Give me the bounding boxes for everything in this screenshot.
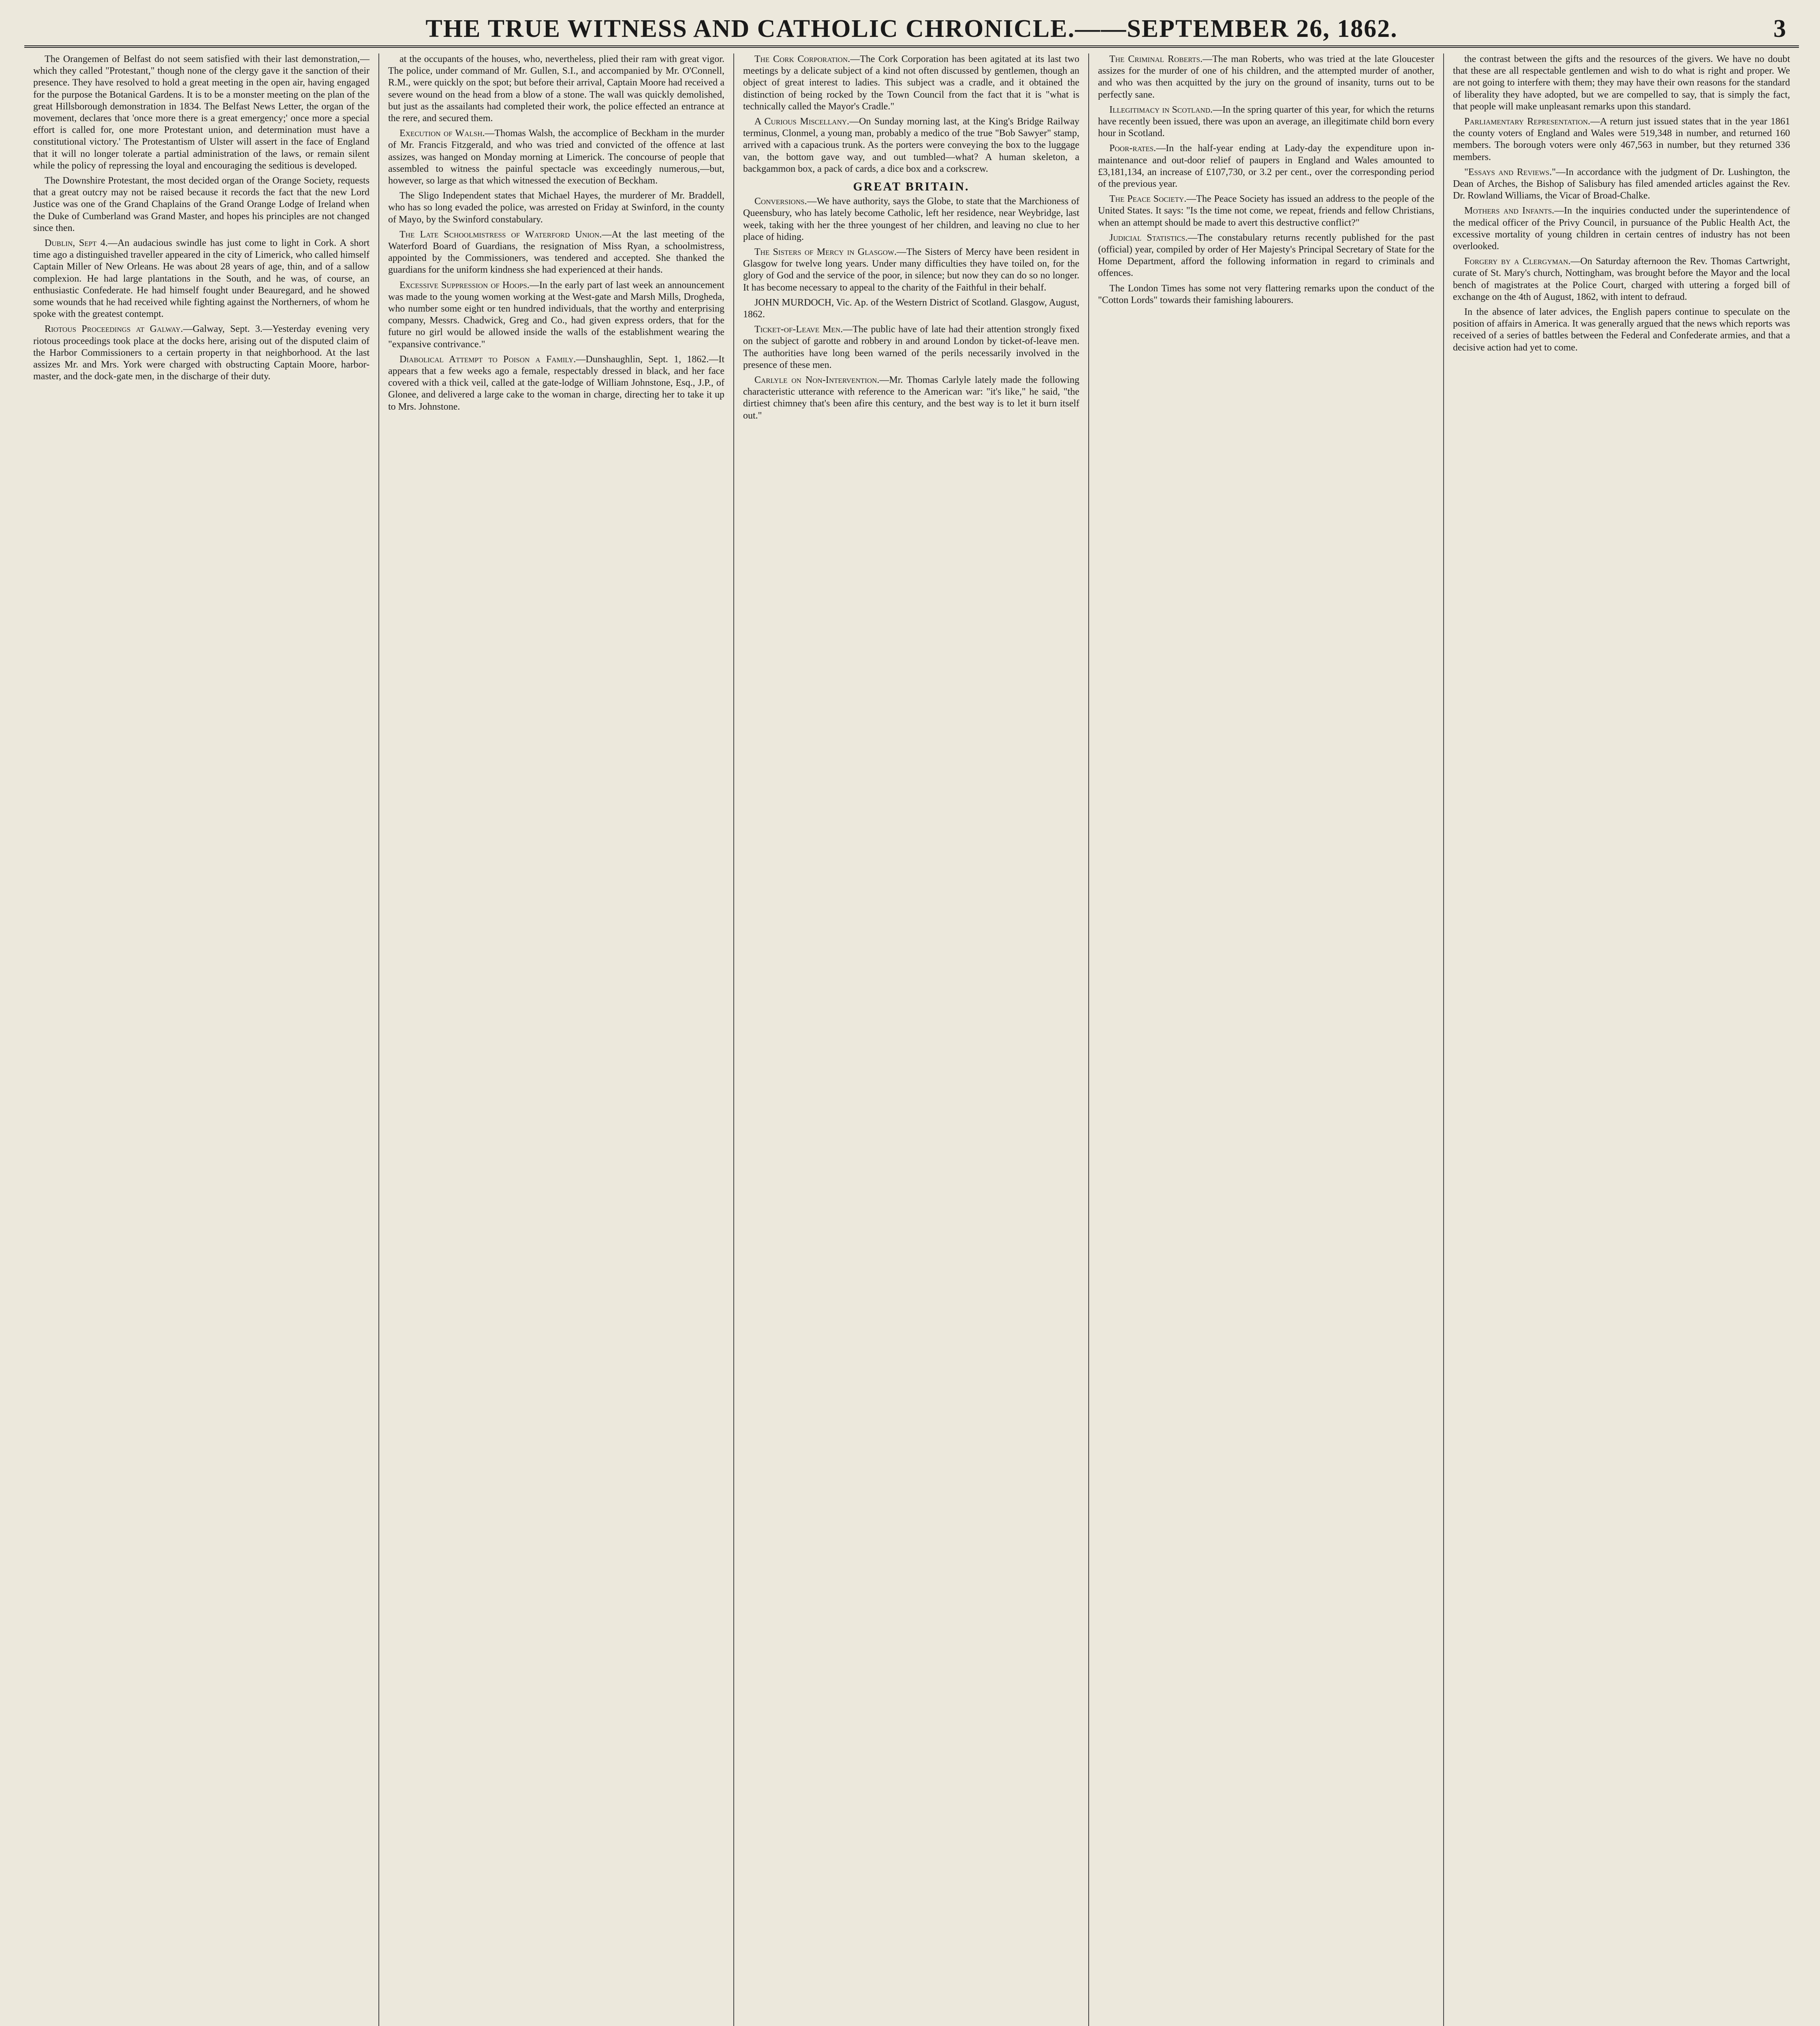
article-body: —The Peace Society has issued an address to the people of the United States. It says: "Is the time not come, we repeat, friends and fellow Christians, when an attempt should be made to avert this destructive conflict?"	[1098, 194, 1434, 228]
article	[1453, 53, 1790, 113]
article-paragraph	[33, 323, 370, 383]
article-paragraph	[1098, 104, 1434, 140]
article-paragraph	[1098, 193, 1434, 229]
article-paragraph	[388, 229, 724, 276]
article	[388, 128, 724, 187]
article-headline: The Sisters of Mercy in Glasgow.	[754, 247, 897, 258]
article-body: —The man Roberts, who was tried at the late Gloucester assizes for the murder of one of his children, and the attempted murder of another, and who was then acquitted by the jury on the ground of insanity, turns out to be perfectly sane.	[1098, 54, 1434, 100]
article-body: —Dunshaughlin, Sept. 1, 1862.—It appears that a few weeks ago a female, respectably dressed in black, and her face covered with a thick veil, called at the gate-lodge of William Johnstone, Esq., J.P., of Glonee, and delivered a large cake to the woman in charge, directing her to take it up to Mrs. Johnstone.	[388, 354, 724, 412]
article-paragraph	[388, 190, 724, 226]
article-paragraph	[1098, 143, 1434, 190]
article	[33, 53, 370, 172]
article-paragraph	[1453, 167, 1790, 202]
article	[1098, 143, 1434, 190]
article-body: —We have authority, says the Globe, to state that the Marchioness of Queensbury, who has lately become Catholic, left her residence, near Weybridge, last week, taking with her the three youngest of her children, and leaving no clue to her place of hiding.	[743, 196, 1079, 242]
article-paragraph	[1098, 283, 1434, 306]
article-headline: Excessive Suppression of Hoops.	[399, 280, 530, 291]
article	[743, 374, 1079, 422]
article-headline: Dublin, Sept 4.	[45, 238, 108, 249]
article-paragraph	[1453, 306, 1790, 354]
article-headline: The Cork Corporation.	[754, 54, 850, 64]
article-body: —Galway, Sept. 3.—Yesterday evening very riotous proceedings took place at the docks here, arising out of the disputed claim of the Harbor Commissioners to a certain property in that neighborhood. At the last assizes Mr. and Mrs. York were charged with obstructing Captain Moore, harbor-master, and the dock-gate men, in the discharge of their duty.	[33, 324, 370, 382]
article-body: —The public have of late had their attention strongly fixed on the subject of garotte and robbery in and around London by ticket-of-leave men. The authorities have long been warned of the perils necessarily involved in the presence of these men.	[743, 324, 1080, 370]
columns	[24, 53, 1799, 2026]
article	[1098, 53, 1434, 101]
article	[388, 354, 724, 413]
article	[33, 237, 370, 320]
article	[33, 323, 370, 383]
article-body: The London Times has some not very flattering remarks upon the conduct of the "Cotton Lords" towards their famishing labourers.	[1098, 283, 1434, 306]
article-headline: Diabolical Attempt to Poison a Family.	[399, 354, 576, 365]
article-headline: "Essays and Reviews."	[1464, 167, 1556, 177]
article-paragraph	[1453, 205, 1790, 252]
article-body: —In the early part of last week an announcement was made to the young women working at the West-gate and Marsh Mills, Drogheda, who number some eight or ten hundred individuals, that the worthy and enterprising company, Messrs. Chadwick, Greg and Co., had given express orders, that for the future no girl would be allowed inside the walls of the establishment wearing the "expansive contrivance."	[388, 280, 724, 350]
article	[1453, 205, 1790, 252]
article-body: JOHN MURDOCH, Vic. Ap. of the Western District of Scotland. Glasgow, August, 1862.	[743, 297, 1079, 320]
article-body: —On Saturday afternoon the Rev. Thomas Cartwright, curate of St. Mary's church, Nottingham, was brought before the Mayor and the local bench of magistrates at the Police Court, charged with uttering a forged bill of exchange on the 4th of August, 1862, with intent to defraud.	[1453, 256, 1790, 302]
article-paragraph	[743, 196, 1079, 243]
article-headline: Execution of Walsh.	[399, 128, 485, 139]
article-body: the contrast between the gifts and the resources of the givers. We have no doubt that these are all respectable gentlemen and wish to do what is right and proper. We are not going to interfere with them; they may have their own reasons for the standard of liberality they have adopted, but we are compelled to say, that is simply the fact, that people will make unpleasant remarks upon this standard.	[1453, 54, 1790, 112]
article	[743, 116, 1079, 175]
article	[388, 280, 724, 350]
article-paragraph	[743, 297, 1079, 321]
article-headline: The Late Schoolmistress of Waterford Union.	[399, 229, 602, 240]
article	[388, 190, 724, 226]
article	[1453, 167, 1790, 202]
article	[743, 53, 1079, 113]
article-body: —In accordance with the judgment of Dr. Lushington, the Dean of Arches, the Bishop of Salisbury has filed amended articles against the Rev. Dr. Rowland Williams, the Vicar of Broad-Chalke.	[1453, 167, 1790, 201]
column-2	[379, 53, 734, 2026]
column-1	[24, 53, 379, 2026]
article-headline: Forgery by a Clergyman.	[1464, 256, 1571, 267]
article-headline: Riotous Proceedings at Galway.	[45, 324, 183, 335]
article-body: —An audacious swindle has just come to light in Cork. A short time ago a distinguished traveller appeared in the city of Limerick, who called himself Captain Miller of New Orleans. He was about 28 years of age, thin, and of a sallow complexion. He had large plantations in the South, and he was, of course, an enthusiastic Confederate. He had himself fought under Beauregard, and he showed some wounds that he had received while fighting against the Northerners, of whom he spoke with the greatest contempt.	[33, 238, 370, 320]
article-body: —In the spring quarter of this year, for which the returns have recently been issued, there was upon an average, an illegitimate child born every hour in Scotland.	[1098, 104, 1435, 139]
article-paragraph	[388, 53, 724, 124]
section-head-great-britain: GREAT BRITAIN.	[853, 180, 970, 194]
article	[743, 297, 1079, 321]
article-headline: Ticket-of-Leave Men.	[754, 324, 843, 335]
masthead-rule	[24, 45, 1799, 48]
article-headline: Poor-rates.	[1109, 143, 1156, 154]
article-paragraph	[33, 237, 370, 320]
article-paragraph	[743, 116, 1079, 175]
article-body: —In the half-year ending at Lady-day the expenditure upon in-maintenance and out-door relief of paupers in England and Wales amounted to £3,181,134, an increase of £107,730, or 3.2 per cent., over the corresponding period of the previous year.	[1098, 143, 1434, 190]
article-headline: Illegitimacy in Scotland.	[1109, 104, 1213, 115]
article-paragraph	[743, 53, 1079, 113]
article-body: —On Sunday morning last, at the King's Bridge Railway terminus, Clonmel, a young man, probably a medico of the true "Bob Sawyer" stamp, arrived with a capacious trunk. As the porters were conveying the box to the luggage van, the bottom gave way, and out tumbled—what? A human skeleton, a backgammon box, a pack of cards, a dice box and a corkscrew.	[743, 116, 1079, 174]
article-body: —A return just issued states that in the year 1861 the county voters of England and Wales were 519,348 in number, and returned 160 members. The borough voters were only 467,563 in number, but they returned 336 members.	[1453, 116, 1790, 162]
article-paragraph	[1453, 256, 1790, 303]
article-paragraph	[743, 324, 1079, 371]
article-headline: The Criminal Roberts.	[1109, 54, 1203, 64]
article-paragraph	[1098, 53, 1434, 101]
article-headline: Mothers and Infants.	[1464, 205, 1555, 216]
article-paragraph	[743, 374, 1079, 422]
article-paragraph	[1453, 53, 1790, 113]
article-body: at the occupants of the houses, who, nevertheless, plied their ram with great vigor. The police, under command of Mr. Gullen, S.I., and accompanied by Mr. O'Connell, R.M., were quickly on the spot; but before their arrival, Captain Moore had received a severe wound on the head from a blow of a stone. The wall was quickly demolished, but just as the assailants had completed their work, the police effected an entrance at the rere, and secured them.	[388, 54, 724, 124]
article	[388, 53, 724, 124]
article	[1098, 193, 1434, 229]
article	[1098, 104, 1434, 140]
article-body: —In the inquiries conducted under the superintendence of the medical officer of the Privy Council, in pursuance of the Public Health Act, the excessive mortality of young children in certain centres of industry has not been overlooked.	[1453, 205, 1790, 252]
article-body: The Downshire Protestant, the most decided organ of the Orange Society, requests that a great outcry may not be raised because it records the fact that the new Lord Justice was one of the Grand Chaplains of the Grand Orange Lodge of Ireland when the Duke of Cumberland was Grand Master, and hopes his principles are not changed since then.	[33, 175, 370, 233]
article-headline: Conversions.	[754, 196, 807, 207]
article-body: —Mr. Thomas Carlyle lately made the following characteristic utterance with reference to the American war: "it's like," he said, "the dirtiest chimney that's been afire this century, and the best way is to let it burn itself out."	[743, 375, 1079, 421]
article-headline: Judicial Statistics.	[1109, 232, 1188, 243]
article	[1098, 232, 1434, 280]
article-headline: The Peace Society.	[1109, 194, 1187, 205]
column-5	[1444, 53, 1799, 2026]
article-body: The Sligo Independent states that Michael Hayes, the murderer of Mr. Braddell, who has so long evaded the police, was arrested on Friday at Swinford, in the county of Mayo, by the Swinford constabulary.	[388, 190, 724, 225]
article	[1098, 283, 1434, 306]
article-body: In the absence of later advices, the English papers continue to speculate on the position of affairs in America. It was generally argued that the news which reports was received of a series of battles between the Federal and Confederate armies, and that a decisive action had yet to come.	[1453, 307, 1790, 353]
masthead	[24, 15, 1799, 43]
article-paragraph	[1098, 232, 1434, 280]
column-3	[734, 53, 1089, 2026]
article-body: —At the last meeting of the Waterford Board of Guardians, the resignation of Miss Ryan, a schoolmistress, appointed by the Commissioners, was tendered and accepted. She thanked the guardians for the uniform kindness she had experienced at their hands.	[388, 229, 724, 276]
article-paragraph	[1453, 116, 1790, 163]
article	[743, 246, 1079, 294]
article-paragraph	[388, 280, 724, 350]
page-number: 3	[1773, 15, 1787, 43]
article	[743, 324, 1079, 371]
article	[1453, 256, 1790, 303]
article	[743, 196, 1079, 243]
article	[1453, 116, 1790, 163]
article-headline: Carlyle on Non-Intervention.	[754, 375, 880, 386]
masthead-title: THE TRUE WITNESS AND CATHOLIC CHRONICLE.——SEPTEMBER 26, 1862.	[425, 15, 1398, 43]
article	[1453, 306, 1790, 354]
article-paragraph	[388, 128, 724, 187]
article-body: —The constabulary returns recently published for the past (official) year, compiled by order of Her Majesty's Principal Secretary of State for the Home Department, afford the following information in regard to criminals and offences.	[1098, 232, 1434, 279]
article-headline: A Curious Miscellany.	[754, 116, 850, 127]
article-body: —The Cork Corporation has been agitated at its last two meetings by a delicate subject of a kind not often discussed by gentlemen, though an object of great interest to ladies. This subject was a cradle, and it obtained the distinction of being rocked by the Town Council from the fact that it is "what is technically called the Mayor's Cradle."	[743, 54, 1079, 112]
article	[33, 175, 370, 234]
article-paragraph	[743, 246, 1079, 294]
article-headline: Parliamentary Representation.	[1464, 116, 1591, 127]
article-paragraph	[33, 53, 370, 172]
article	[388, 229, 724, 276]
article-paragraph	[388, 354, 724, 413]
article-body: —Thomas Walsh, the accomplice of Beckham in the murder of Mr. Francis Fitzgerald, and who was tried and convicted of the offence at last assizes, was hanged on Monday morning at Limerick. The concourse of people that assembled to witness the painful spectacle was exceedingly numerous,—but, however, so large as that which witnessed the execution of Beckham.	[388, 128, 724, 186]
article-paragraph	[33, 175, 370, 234]
article-body: The Orangemen of Belfast do not seem satisfied with their last demonstration,—which they called "Protestant," though none of the clergy gave it the sanction of their presence. They have resolved to hold a great meeting in the open air, having engaged for the purpose the Botanical Gardens. It is to be a monster meeting on the plan of the great Hillsborough demonstration in 1834. The Belfast News Letter, the organ of the movement, declares that 'once more there is a great emergency;' once more a special effort is called for, one more Protestant union, and determination must have a constitutional victory.' The Protestantism of Ulster will assert in the face of England that it will no longer tolerate a partial administration of the laws, or remain silent while the policy of repressing the loyal and encouraging the seditious is developed.	[33, 54, 370, 171]
article-body: —The Sisters of Mercy have been resident in Glasgow for twelve long years. Under many difficulties they have toiled on, for the glory of God and the service of the poor, in silence; but now they can do so no longer. It has become necessary to appeal to the charity of the Faithful in their behalf.	[743, 247, 1079, 293]
column-4	[1089, 53, 1444, 2026]
